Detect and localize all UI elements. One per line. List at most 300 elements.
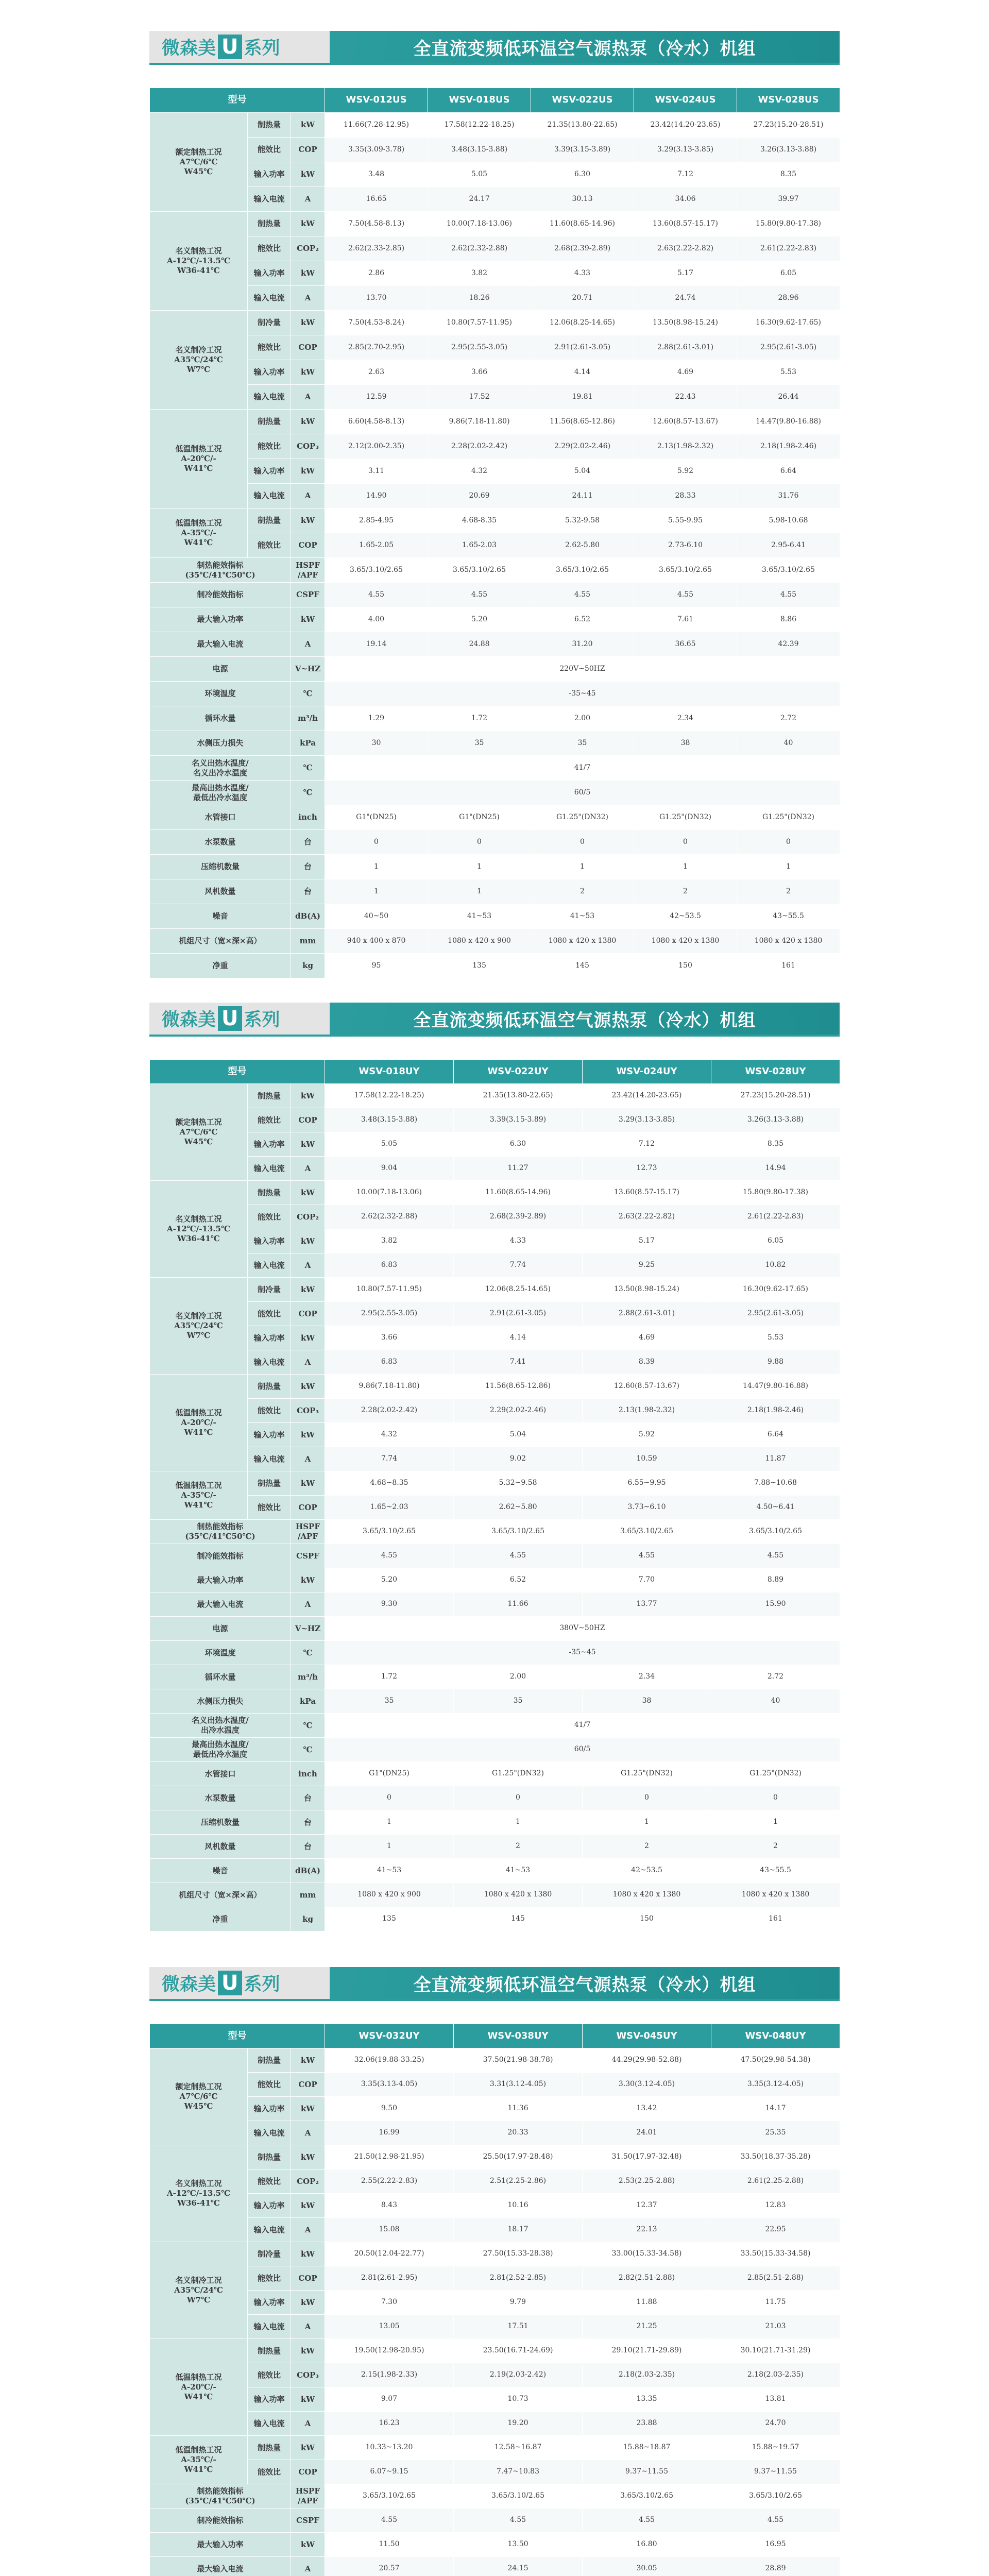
spec-value: 43~55.5 bbox=[737, 904, 840, 929]
parameter-label: 最高出热水温度/ 最低出冷水温度 bbox=[150, 1738, 291, 1762]
spec-value: 2.95-6.41 bbox=[737, 533, 840, 558]
parameter-label: 输入电流 bbox=[248, 2121, 291, 2145]
unit-label: kW bbox=[291, 1132, 325, 1157]
spec-value: 3.65/3.10/2.65 bbox=[454, 1520, 583, 1544]
spec-value: 21.35(13.80-22.65) bbox=[531, 113, 634, 138]
spec-value: 1 bbox=[634, 855, 737, 879]
spec-value: 2.34 bbox=[634, 706, 737, 731]
parameter-label: 最大输入电流 bbox=[150, 2557, 291, 2576]
spec-value: 16.65 bbox=[325, 187, 428, 212]
spec-value: G1"(DN25) bbox=[325, 1762, 454, 1786]
spec-value: 5.55-9.95 bbox=[634, 509, 737, 533]
model-name: WSV-045UY bbox=[583, 2024, 711, 2048]
unit-label: kW bbox=[291, 360, 325, 385]
spec-value: 24.74 bbox=[634, 286, 737, 311]
unit-label: COP bbox=[291, 2460, 325, 2484]
spec-value: 1 bbox=[428, 855, 531, 879]
spec-value: G1"(DN25) bbox=[325, 805, 428, 830]
table-row bbox=[150, 1520, 840, 1544]
unit-label: ℃ bbox=[291, 682, 325, 706]
spec-value: 23.42(14.20-23.65) bbox=[583, 1084, 711, 1108]
condition-label: 名义制冷工况 A35℃/24℃ W7℃ bbox=[150, 2242, 248, 2339]
unit-label: kW bbox=[291, 1375, 325, 1399]
spec-value: 35 bbox=[531, 731, 634, 756]
table-row bbox=[150, 261, 840, 286]
table-row bbox=[150, 187, 840, 212]
spec-value: 30.05 bbox=[583, 2557, 711, 2576]
unit-label: kW bbox=[291, 2048, 325, 2073]
spec-value: 1 bbox=[325, 855, 428, 879]
table-row bbox=[150, 2073, 840, 2097]
spec-value: 31.76 bbox=[737, 484, 840, 509]
table-row bbox=[150, 1786, 840, 1810]
spec-value: 12.60(8.57-13.67) bbox=[583, 1375, 711, 1399]
parameter-label: 输入功率 bbox=[248, 360, 291, 385]
spec-value: 11.66 bbox=[454, 1592, 583, 1617]
spec-value: 8.86 bbox=[737, 607, 840, 632]
table-row bbox=[150, 1229, 840, 1253]
parameter-label: 输入电流 bbox=[248, 1157, 291, 1181]
brand-suffix: 系列 bbox=[244, 1010, 280, 1030]
table-row bbox=[150, 1084, 840, 1108]
brand-letter: U bbox=[218, 1971, 242, 1995]
unit-label: V~HZ bbox=[291, 1617, 325, 1641]
parameter-label: 电源 bbox=[150, 1617, 291, 1641]
spec-value: 9.30 bbox=[325, 1592, 454, 1617]
spec-value: 2.82(2.51-2.88) bbox=[583, 2266, 711, 2291]
unit-label: V~HZ bbox=[291, 657, 325, 682]
table-row bbox=[150, 509, 840, 533]
table-row bbox=[150, 1447, 840, 1471]
spec-value: G1.25"(DN32) bbox=[634, 805, 737, 830]
unit-label: A bbox=[291, 2218, 325, 2242]
parameter-label: 制热量 bbox=[248, 113, 291, 138]
parameter-label: 输入电流 bbox=[248, 2218, 291, 2242]
spec-value: 2.62-5.80 bbox=[531, 533, 634, 558]
parameter-label: 水管接口 bbox=[150, 1762, 291, 1786]
unit-label: COP bbox=[291, 138, 325, 162]
spec-value: 0 bbox=[325, 830, 428, 855]
parameter-label: 能效比 bbox=[248, 2460, 291, 2484]
spec-value: 19.81 bbox=[531, 385, 634, 410]
table-row bbox=[150, 756, 840, 781]
brand-prefix: 微森美 bbox=[162, 38, 216, 59]
spec-value: 30 bbox=[325, 731, 428, 756]
spec-value: 42.39 bbox=[737, 632, 840, 657]
spec-value: 3.35(3.09-3.78) bbox=[325, 138, 428, 162]
spec-value: 15.08 bbox=[325, 2218, 454, 2242]
spec-value: 9.37~11.55 bbox=[583, 2460, 711, 2484]
spec-value: 2.29(2.02-2.46) bbox=[454, 1399, 583, 1423]
parameter-label: 能效比 bbox=[248, 236, 291, 261]
spec-value: 1 bbox=[737, 855, 840, 879]
unit-label: A bbox=[291, 1592, 325, 1617]
spec-value: 41/7 bbox=[325, 1714, 840, 1738]
spec-value: 22.95 bbox=[711, 2218, 840, 2242]
unit-label: kW bbox=[291, 459, 325, 484]
spec-value: 2.81(2.52-2.85) bbox=[454, 2266, 583, 2291]
parameter-label: 最大输入电流 bbox=[150, 632, 291, 657]
unit-label: kW bbox=[291, 113, 325, 138]
parameter-label: 噪音 bbox=[150, 1859, 291, 1883]
spec-value: 2.62(2.32-2.88) bbox=[428, 236, 531, 261]
condition-label: 名义制热工况 A-12℃/-13.5℃ W36-41℃ bbox=[150, 2145, 248, 2242]
spec-value: 13.50(8.98-15.24) bbox=[634, 311, 737, 335]
spec-value: 13.42 bbox=[583, 2097, 711, 2121]
spec-value: 18.26 bbox=[428, 286, 531, 311]
spec-value: 4.32 bbox=[428, 459, 531, 484]
parameter-label: 制热量 bbox=[248, 509, 291, 533]
unit-label: kW bbox=[291, 212, 325, 236]
unit-label: 台 bbox=[291, 879, 325, 904]
table-row bbox=[150, 805, 840, 830]
section-banner bbox=[149, 31, 840, 65]
spec-value: 24.88 bbox=[428, 632, 531, 657]
spec-value: 41~53 bbox=[325, 1859, 454, 1883]
spec-value: 26.44 bbox=[737, 385, 840, 410]
spec-value: 2.62(2.33-2.85) bbox=[325, 236, 428, 261]
spec-value: 2.85-4.95 bbox=[325, 509, 428, 533]
spec-value: 3.82 bbox=[325, 1229, 454, 1253]
model-header-label: 型号 bbox=[150, 88, 325, 113]
brand-prefix: 微森美 bbox=[162, 1010, 216, 1030]
spec-value: 15.80(9.80-17.38) bbox=[737, 212, 840, 236]
spec-value: 19.20 bbox=[454, 2412, 583, 2436]
table-row bbox=[150, 1641, 840, 1665]
model-name: WSV-024UY bbox=[583, 1060, 711, 1084]
spec-value: 380V~50HZ bbox=[325, 1617, 840, 1641]
spec-value: 17.58(12.22-18.25) bbox=[325, 1084, 454, 1108]
spec-value: 3.65/3.10/2.65 bbox=[711, 2484, 840, 2509]
spec-value: 2.88(2.61-3.01) bbox=[583, 1302, 711, 1326]
unit-label: A bbox=[291, 1350, 325, 1375]
spec-value: 150 bbox=[583, 1907, 711, 1931]
spec-value: 23.42(14.20-23.65) bbox=[634, 113, 737, 138]
spec-value: 6.52 bbox=[454, 1568, 583, 1592]
table-row bbox=[150, 781, 840, 805]
unit-label: dB(A) bbox=[291, 1859, 325, 1883]
spec-value: 5.32~9.58 bbox=[454, 1471, 583, 1496]
spec-value: 36.65 bbox=[634, 632, 737, 657]
parameter-label: 能效比 bbox=[248, 434, 291, 459]
table-row bbox=[150, 1375, 840, 1399]
spec-value: 1 bbox=[428, 879, 531, 904]
section-heading: 全直流变频低环温空气源热泵（冷水）机组 bbox=[330, 31, 840, 63]
unit-label: COP₂ bbox=[291, 236, 325, 261]
spec-value: 21.03 bbox=[711, 2315, 840, 2339]
spec-value: 161 bbox=[711, 1907, 840, 1931]
spec-value: 16.80 bbox=[583, 2533, 711, 2557]
spec-value: 12.37 bbox=[583, 2194, 711, 2218]
spec-value: 14.17 bbox=[711, 2097, 840, 2121]
unit-label: A bbox=[291, 187, 325, 212]
spec-value: 11.56(8.65-12.86) bbox=[531, 410, 634, 434]
parameter-label: 输入功率 bbox=[248, 1229, 291, 1253]
spec-value: 3.66 bbox=[428, 360, 531, 385]
parameter-label: 能效比 bbox=[248, 2363, 291, 2387]
spec-value: 5.98-10.68 bbox=[737, 509, 840, 533]
spec-value: 12.73 bbox=[583, 1157, 711, 1181]
unit-label: kW bbox=[291, 1278, 325, 1302]
spec-value: 6.05 bbox=[711, 1229, 840, 1253]
spec-value: 1.65~2.03 bbox=[325, 1496, 454, 1520]
spec-value: 2.19(2.03-2.42) bbox=[454, 2363, 583, 2387]
spec-value: 2.72 bbox=[711, 1665, 840, 1689]
parameter-label: 制热量 bbox=[248, 1181, 291, 1205]
unit-label: kW bbox=[291, 1084, 325, 1108]
unit-label: kg bbox=[291, 954, 325, 978]
unit-label: mm bbox=[291, 1883, 325, 1907]
spec-value: 1080 x 420 x 1380 bbox=[737, 929, 840, 954]
spec-value: 2.68(2.39-2.89) bbox=[454, 1205, 583, 1229]
brand-prefix: 微森美 bbox=[162, 1974, 216, 1995]
spec-value: 40 bbox=[737, 731, 840, 756]
spec-value: 11.66(7.28-12.95) bbox=[325, 113, 428, 138]
spec-value: 1.65-2.03 bbox=[428, 533, 531, 558]
condition-label: 额定制热工况 A7℃/6℃ W45℃ bbox=[150, 1084, 248, 1181]
spec-value: 11.50 bbox=[325, 2533, 454, 2557]
brand-logo bbox=[149, 1003, 330, 1035]
spec-value: 2 bbox=[634, 879, 737, 904]
spec-value: 6.60(4.58-8.13) bbox=[325, 410, 428, 434]
spec-value: 2.63(2.22-2.82) bbox=[634, 236, 737, 261]
model-name: WSV-022US bbox=[531, 88, 634, 113]
unit-label: kW bbox=[291, 1568, 325, 1592]
spec-value: 5.20 bbox=[428, 607, 531, 632]
spec-value: 9.50 bbox=[325, 2097, 454, 2121]
unit-label: kW bbox=[291, 2145, 325, 2170]
spec-value: 12.58~16.87 bbox=[454, 2436, 583, 2460]
table-row bbox=[150, 929, 840, 954]
spec-value: 3.65/3.10/2.65 bbox=[711, 1520, 840, 1544]
spec-value: 5.92 bbox=[583, 1423, 711, 1447]
spec-value: 8.35 bbox=[711, 1132, 840, 1157]
unit-label: ℃ bbox=[291, 1738, 325, 1762]
spec-value: 6.83 bbox=[325, 1350, 454, 1375]
table-row bbox=[150, 162, 840, 187]
table-row bbox=[150, 484, 840, 509]
spec-value: 2.18(2.03-2.35) bbox=[583, 2363, 711, 2387]
spec-value: 9.86(7.18-11.80) bbox=[428, 410, 531, 434]
spec-value: 34.06 bbox=[634, 187, 737, 212]
spec-value: 8.89 bbox=[711, 1568, 840, 1592]
parameter-label: 风机数量 bbox=[150, 879, 291, 904]
unit-label: COP bbox=[291, 533, 325, 558]
table-row bbox=[150, 311, 840, 335]
unit-label: COP bbox=[291, 1302, 325, 1326]
spec-value: 4.55 bbox=[325, 2509, 454, 2533]
model-name: WSV-032UY bbox=[325, 2024, 454, 2048]
parameter-label: 压缩机数量 bbox=[150, 1810, 291, 1835]
model-name: WSV-018UY bbox=[325, 1060, 454, 1084]
spec-value: 1.65-2.05 bbox=[325, 533, 428, 558]
table-row bbox=[150, 212, 840, 236]
spec-value: 7.47~10.83 bbox=[454, 2460, 583, 2484]
model-name: WSV-028UY bbox=[711, 1060, 840, 1084]
unit-label: A bbox=[291, 632, 325, 657]
table-row bbox=[150, 2315, 840, 2339]
spec-value: 4.68-8.35 bbox=[428, 509, 531, 533]
spec-value: 2.95(2.55-3.05) bbox=[325, 1302, 454, 1326]
spec-value: 2.95(2.61-3.05) bbox=[711, 1302, 840, 1326]
spec-value: 4.69 bbox=[583, 1326, 711, 1350]
table-row bbox=[150, 2484, 840, 2509]
spec-value: G1.25"(DN32) bbox=[737, 805, 840, 830]
table-row bbox=[150, 1835, 840, 1859]
spec-value: 2.63(2.22-2.82) bbox=[583, 1205, 711, 1229]
parameter-label: 能效比 bbox=[248, 1496, 291, 1520]
spec-value: 19.14 bbox=[325, 632, 428, 657]
unit-label: kW bbox=[291, 1423, 325, 1447]
parameter-label: 能效比 bbox=[248, 1205, 291, 1229]
model-name: WSV-024US bbox=[634, 88, 737, 113]
spec-value: 161 bbox=[737, 954, 840, 978]
unit-label: kW bbox=[291, 261, 325, 286]
table-row bbox=[150, 2412, 840, 2436]
parameter-label: 输入功率 bbox=[248, 2097, 291, 2121]
spec-value: 3.35(3.13-4.05) bbox=[325, 2073, 454, 2097]
spec-value: 5.53 bbox=[737, 360, 840, 385]
spec-value: 24.70 bbox=[711, 2412, 840, 2436]
spec-value: 1 bbox=[325, 1810, 454, 1835]
spec-value: 41~53 bbox=[531, 904, 634, 929]
spec-value: 6.64 bbox=[737, 459, 840, 484]
table-row bbox=[150, 1617, 840, 1641]
spec-value: 1 bbox=[454, 1810, 583, 1835]
spec-value: 4.55 bbox=[583, 1544, 711, 1568]
parameter-label: 制冷量 bbox=[248, 2242, 291, 2266]
spec-value: 21.50(12.98-21.95) bbox=[325, 2145, 454, 2170]
spec-table bbox=[149, 88, 840, 978]
spec-value: 9.86(7.18-11.80) bbox=[325, 1375, 454, 1399]
unit-label: A bbox=[291, 286, 325, 311]
spec-value: 2 bbox=[711, 1835, 840, 1859]
unit-label: kW bbox=[291, 2387, 325, 2412]
parameter-label: 水泵数量 bbox=[150, 830, 291, 855]
condition-label: 名义制热工况 A-12℃/-13.5℃ W36-41℃ bbox=[150, 212, 248, 311]
model-name: WSV-028US bbox=[737, 88, 840, 113]
unit-label: kW bbox=[291, 410, 325, 434]
unit-label: A bbox=[291, 1157, 325, 1181]
parameter-label: 制冷能效指标 bbox=[150, 583, 291, 607]
spec-value: 10.80(7.57-11.95) bbox=[428, 311, 531, 335]
model-name: WSV-048UY bbox=[711, 2024, 840, 2048]
spec-value: 11.60(8.65-14.96) bbox=[531, 212, 634, 236]
spec-value: 2.51(2.25-2.86) bbox=[454, 2170, 583, 2194]
unit-label: A bbox=[291, 2412, 325, 2436]
table-row bbox=[150, 706, 840, 731]
spec-value: 3.39(3.15-3.89) bbox=[531, 138, 634, 162]
spec-value: 2.55(2.22-2.83) bbox=[325, 2170, 454, 2194]
spec-value: 5.05 bbox=[325, 1132, 454, 1157]
parameter-label: 制冷量 bbox=[248, 1278, 291, 1302]
spec-value: 16.23 bbox=[325, 2412, 454, 2436]
unit-label: 台 bbox=[291, 1810, 325, 1835]
spec-value: 23.50(16.71-24.69) bbox=[454, 2339, 583, 2363]
unit-label: HSPF /APF bbox=[291, 2484, 325, 2509]
spec-value: 14.90 bbox=[325, 484, 428, 509]
spec-value: 5.17 bbox=[634, 261, 737, 286]
table-row bbox=[150, 2194, 840, 2218]
table-row bbox=[150, 1326, 840, 1350]
spec-value: 40 bbox=[711, 1689, 840, 1714]
spec-value: 3.65/3.10/2.65 bbox=[737, 558, 840, 583]
spec-value: 24.15 bbox=[454, 2557, 583, 2576]
spec-value: 4.55 bbox=[737, 583, 840, 607]
condition-label: 名义制冷工况 A35℃/24℃ W7℃ bbox=[150, 1278, 248, 1375]
table-row bbox=[150, 583, 840, 607]
unit-label: ℃ bbox=[291, 756, 325, 781]
spec-value: 6.52 bbox=[531, 607, 634, 632]
spec-value: 1080 x 420 x 1380 bbox=[531, 929, 634, 954]
spec-value: 6.55~9.95 bbox=[583, 1471, 711, 1496]
spec-value: 220V~50HZ bbox=[325, 657, 840, 682]
spec-value: 12.59 bbox=[325, 385, 428, 410]
spec-value: 28.96 bbox=[737, 286, 840, 311]
spec-value: 3.48 bbox=[325, 162, 428, 187]
table-row bbox=[150, 1278, 840, 1302]
spec-value: 3.48(3.15-3.88) bbox=[428, 138, 531, 162]
spec-value: 2.13(1.98-2.32) bbox=[634, 434, 737, 459]
spec-value: 2.68(2.39-2.89) bbox=[531, 236, 634, 261]
spec-value: 135 bbox=[325, 1907, 454, 1931]
spec-value: 10.16 bbox=[454, 2194, 583, 2218]
table-row bbox=[150, 1108, 840, 1132]
unit-label: COP₂ bbox=[291, 1205, 325, 1229]
spec-value: 38 bbox=[583, 1689, 711, 1714]
spec-value: 41/7 bbox=[325, 756, 840, 781]
table-header bbox=[150, 1060, 840, 1084]
parameter-label: 净重 bbox=[150, 1907, 291, 1931]
spec-value: 3.65/3.10/2.65 bbox=[454, 2484, 583, 2509]
spec-value: 4.68~8.35 bbox=[325, 1471, 454, 1496]
unit-label: inch bbox=[291, 805, 325, 830]
unit-label: kW bbox=[291, 311, 325, 335]
parameter-label: 能效比 bbox=[248, 2266, 291, 2291]
parameter-label: 压缩机数量 bbox=[150, 855, 291, 879]
table-row bbox=[150, 1181, 840, 1205]
parameter-label: 能效比 bbox=[248, 533, 291, 558]
spec-value: 17.58(12.22-18.25) bbox=[428, 113, 531, 138]
parameter-label: 最大输入功率 bbox=[150, 607, 291, 632]
spec-value: 39.97 bbox=[737, 187, 840, 212]
brand-letter: U bbox=[218, 35, 242, 59]
spec-value: 4.55 bbox=[711, 1544, 840, 1568]
spec-value: 0 bbox=[454, 1786, 583, 1810]
condition-label: 名义制热工况 A-12℃/-13.5℃ W36-41℃ bbox=[150, 1181, 248, 1278]
spec-value: 1080 x 420 x 1380 bbox=[454, 1883, 583, 1907]
unit-label: COP bbox=[291, 2073, 325, 2097]
spec-value: 13.05 bbox=[325, 2315, 454, 2339]
parameter-label: 制热量 bbox=[248, 2145, 291, 2170]
spec-value: 2.95(2.61-3.05) bbox=[737, 335, 840, 360]
spec-value: 17.51 bbox=[454, 2315, 583, 2339]
section-heading: 全直流变频低环温空气源热泵（冷水）机组 bbox=[330, 1003, 840, 1035]
table-row bbox=[150, 1423, 840, 1447]
spec-value: 35 bbox=[325, 1689, 454, 1714]
spec-value: G1.25"(DN32) bbox=[711, 1762, 840, 1786]
spec-value: 4.00 bbox=[325, 607, 428, 632]
spec-value: 33.50(15.33-34.58) bbox=[711, 2242, 840, 2266]
spec-value: 3.39(3.15-3.89) bbox=[454, 1108, 583, 1132]
spec-value: 12.60(8.57-13.67) bbox=[634, 410, 737, 434]
parameter-label: 制热量 bbox=[248, 1375, 291, 1399]
spec-value: 12.06(8.25-14.65) bbox=[454, 1278, 583, 1302]
spec-value: 2.86 bbox=[325, 261, 428, 286]
spec-value: 150 bbox=[634, 954, 737, 978]
spec-value: 2.72 bbox=[737, 706, 840, 731]
spec-value: 8.35 bbox=[737, 162, 840, 187]
